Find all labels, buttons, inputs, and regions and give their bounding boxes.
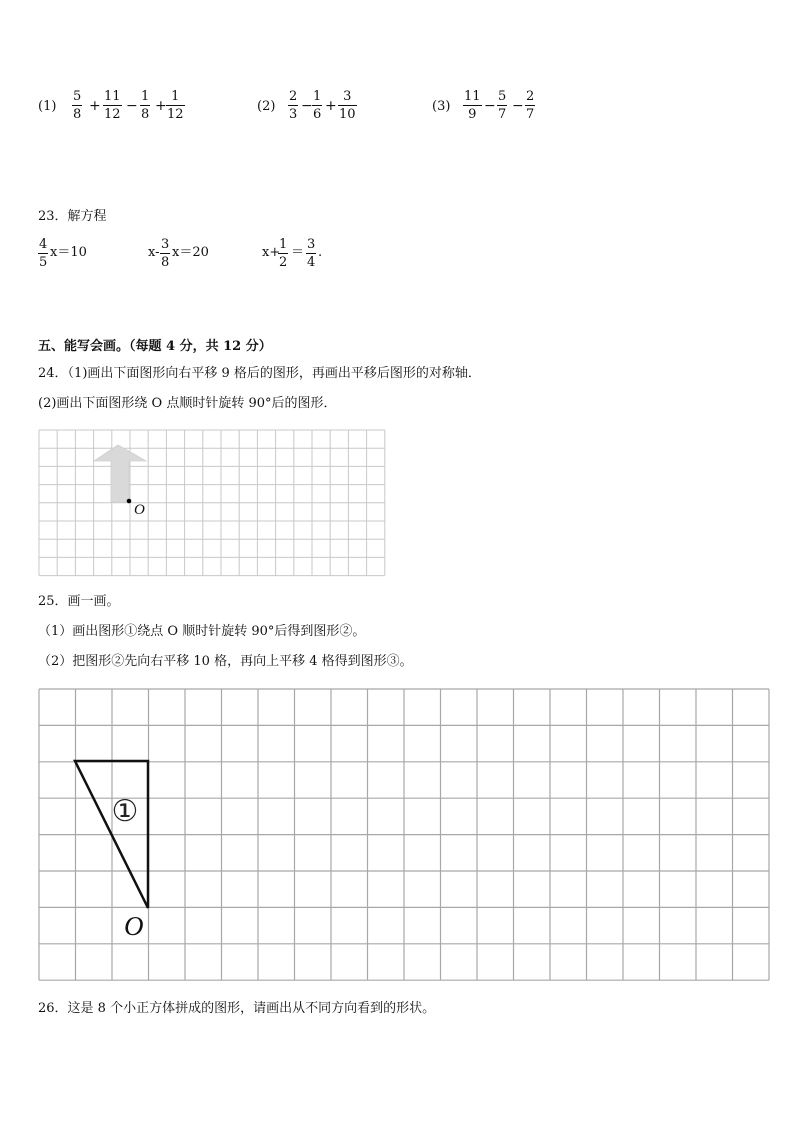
fraction: 1 8 — [141, 89, 150, 122]
equation-prefix: x+ — [262, 245, 281, 260]
q25-title: 25．画一画。 — [38, 594, 120, 609]
q24-point-o — [127, 499, 132, 504]
operator: − — [126, 98, 138, 114]
fraction: 3 8 — [161, 237, 170, 270]
q26-instruction: 26．这是 8 个小正方体拼成的图形，请画出从不同方向看到的形状。 — [38, 1001, 436, 1016]
equals-sign: ＝ — [291, 245, 305, 260]
q25-shape-label: ① — [111, 794, 139, 829]
q24-arrow-shape — [94, 445, 146, 502]
equation-rest: x＝20 — [172, 245, 209, 260]
fraction: 1 12 — [167, 89, 184, 122]
q25-grid-figure — [38, 688, 770, 982]
fraction: 11 12 — [104, 89, 121, 122]
q24-grid-figure — [38, 429, 388, 577]
fraction: 5 7 — [498, 89, 507, 122]
q23-title: 23．解方程 — [38, 209, 107, 224]
problem-label: (2) — [257, 99, 276, 114]
operator: − — [301, 98, 313, 114]
fraction: 2 7 — [526, 89, 535, 122]
q24-grid-lines — [39, 430, 385, 576]
equation-rest: x＝10 — [50, 245, 87, 260]
fraction: 1 2 — [279, 237, 288, 270]
fraction: 1 6 — [313, 89, 322, 122]
fraction: 11 9 — [464, 89, 481, 122]
equation-tail: . — [318, 245, 323, 260]
operator: − — [484, 98, 496, 114]
operator: − — [512, 98, 524, 114]
fraction: 3 4 — [307, 237, 316, 270]
operator: + — [155, 98, 167, 114]
q25-point-o-label: O — [124, 911, 144, 941]
fraction: 4 5 — [39, 237, 48, 270]
section-5-heading: 五、能写会画。（每题 4 分，共 12 分） — [38, 339, 272, 354]
problem-label: (1) — [38, 99, 57, 114]
equation-prefix: x- — [148, 245, 160, 260]
q24-instruction-2: (2)画出下面图形绕 O 点顺时针旋转 90°后的图形． — [38, 396, 337, 411]
problem-label: (3) — [432, 99, 451, 114]
fraction: 5 8 — [73, 89, 82, 122]
q25-instruction-2: （2）把图形②先向右平移 10 格，再向上平移 4 格得到图形③。 — [38, 654, 413, 669]
operator: + — [89, 98, 101, 114]
q24-point-o-label: O — [134, 502, 145, 518]
fraction: 2 3 — [289, 89, 298, 122]
q25-instruction-1: （1）画出图形①绕点 O 顺时针旋转 90°后得到图形②。 — [38, 624, 366, 639]
operator: + — [325, 98, 337, 114]
q24-instruction-1: 24．（1)画出下面图形向右平移 9 格后的图形，再画出平移后图形的对称轴． — [38, 366, 481, 381]
fraction: 3 10 — [339, 89, 356, 122]
